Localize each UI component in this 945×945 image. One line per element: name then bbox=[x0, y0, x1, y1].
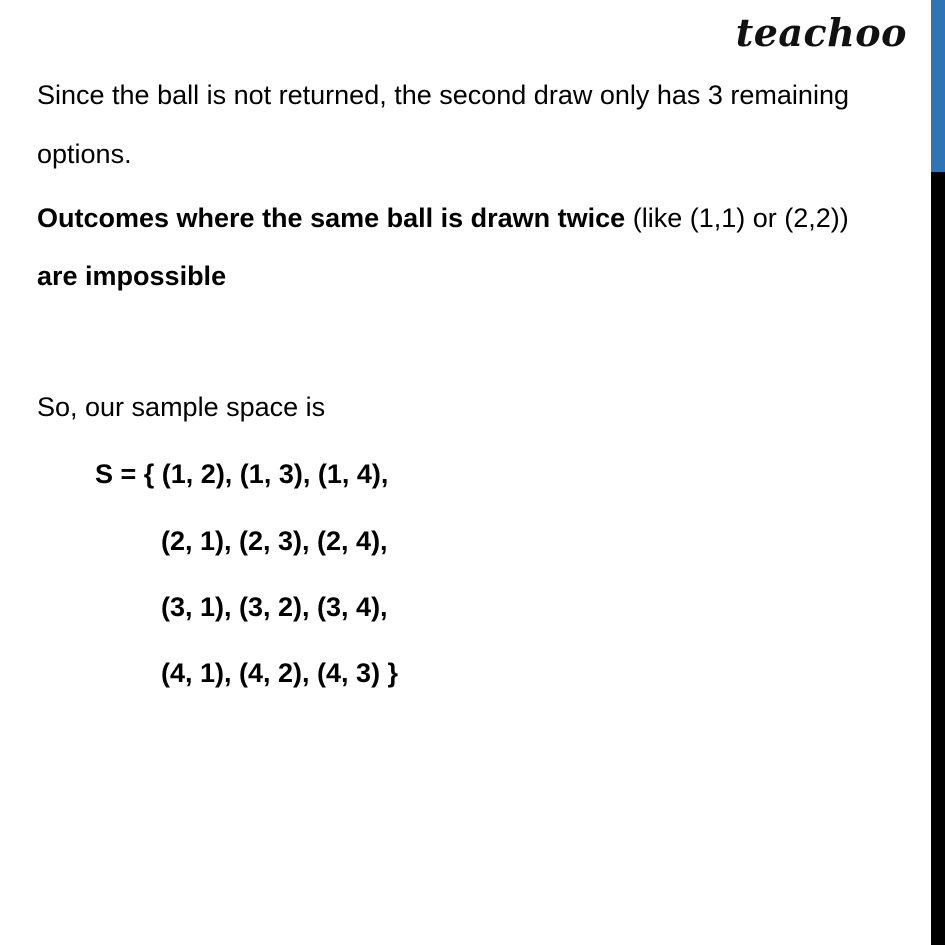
paragraph-2-line-2: are impossible bbox=[37, 261, 227, 291]
sample-space-line-3: (3, 1), (3, 2), (3, 4), bbox=[161, 592, 388, 622]
paragraph-1-line-1: Since the ball is not returned, the second draw only has 3 remaining bbox=[37, 80, 849, 110]
bold-lead-text: Outcomes where the same ball is drawn twice bbox=[37, 203, 626, 233]
sample-space-line-1: S = { (1, 2), (1, 3), (1, 4), bbox=[95, 459, 389, 489]
sample-space-line-2: (2, 1), (2, 3), (2, 4), bbox=[161, 526, 388, 556]
paragraph-1-line-2: options. bbox=[37, 139, 132, 169]
normal-tail-text: (like (1,1) or (2,2)) bbox=[625, 203, 849, 233]
paragraph-2-line-1 bbox=[37, 205, 849, 232]
sample-space-intro: So, our sample space is bbox=[37, 392, 326, 422]
right-side-bar bbox=[931, 0, 945, 945]
teachoo-logo: teachoo bbox=[735, 10, 907, 55]
sample-space-line-4: (4, 1), (4, 2), (4, 3) } bbox=[161, 658, 399, 688]
side-bar-accent bbox=[931, 0, 945, 172]
